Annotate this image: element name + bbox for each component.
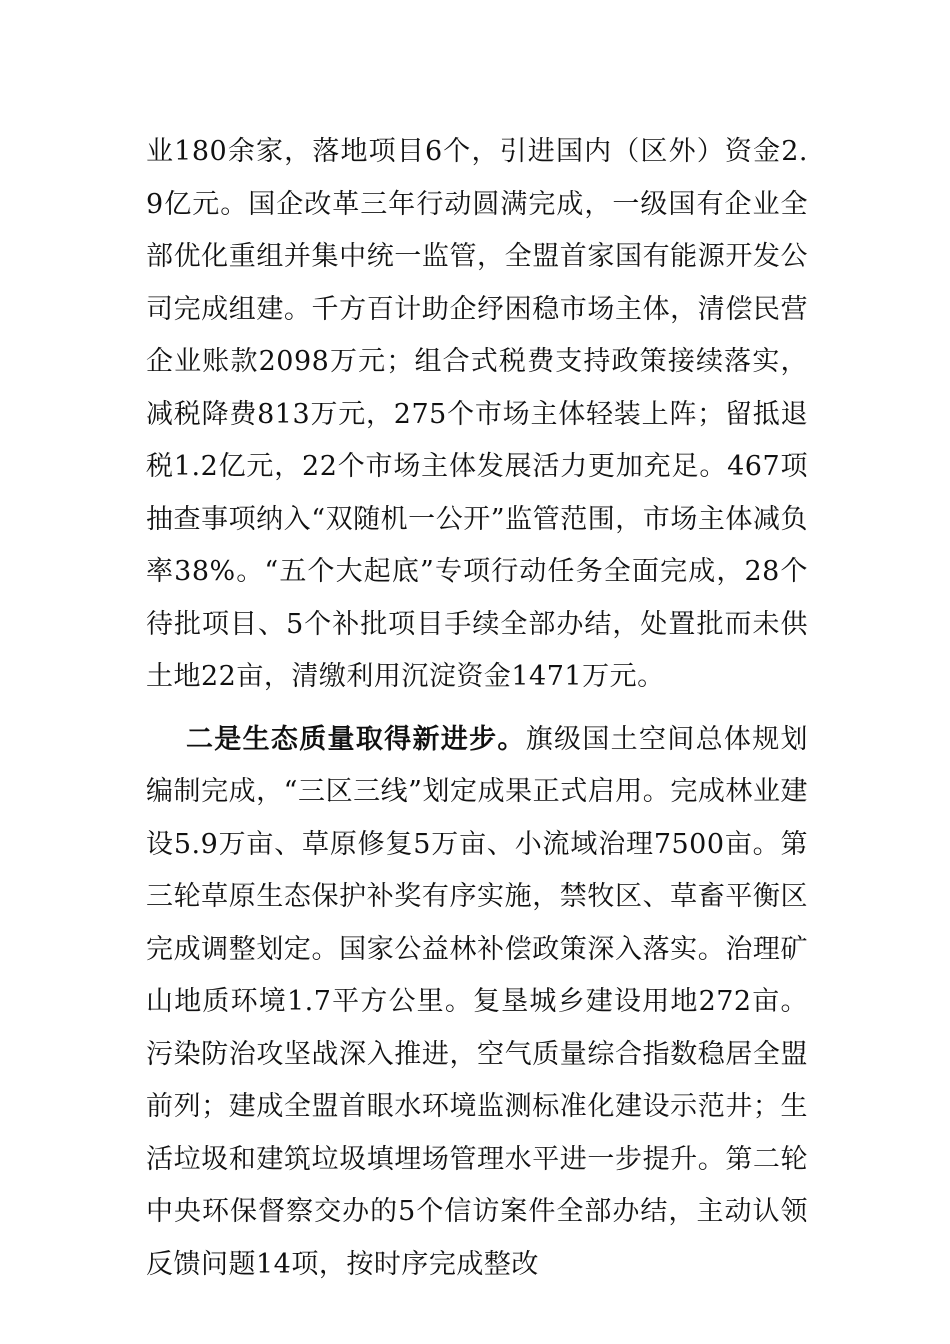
paragraph-text: 旗级国土空间总体规划编制完成，“三区三线”划定成果正式启用。完成林业建设5.9万亩、草原修复5万亩、小流域治理7500亩。第三轮草原生态保护补奖有序实施，禁牧区、草畜平衡区完成调整划定。国家公益林补偿政策深入落实。治理矿山地质环境1.7平方公里。复垦城乡建设用地272亩。污染防治攻坚战深入推进，空气质量综合指数稳居全盟前列；建成全盟首眼水环境监测标准化建设示范井；生活垃圾和建筑垃圾填埋场管理水平进一步提升。第二轮中央环保督察交办的5个信访案件全部办结，主动认领反馈问题14项，按时序完成整改 bbox=[146, 723, 809, 1280]
document-body bbox=[146, 126, 808, 1291]
paragraph-heading: 二是生态质量取得新进步。 bbox=[186, 723, 526, 755]
paragraph-ecology bbox=[146, 714, 808, 1292]
paragraph-text: 业180余家，落地项目6个，引进国内（区外）资金2.9亿元。国企改革三年行动圆满完成，一级国有企业全部优化重组并集中统一监管，全盟首家国有能源开发公司完成组建。千方百计助企纾困稳市场主体，清偿民营企业账款2098万元；组合式税费支持政策接续落实，减税降费813万元，275个市场主体轻装上阵；留抵退税1.2亿元，22个市场主体发展活力更加充足。467项抽查事项纳入“双随机一公开”监管范围，市场主体减负率38%。“五个大起底”专项行动任务全面完成，28个待批项目、5个补批项目手续全部办结，处置批而未供土地22亩，清缴利用沉淀资金1471万元。 bbox=[146, 136, 808, 692]
paragraph-continuation bbox=[146, 126, 808, 704]
